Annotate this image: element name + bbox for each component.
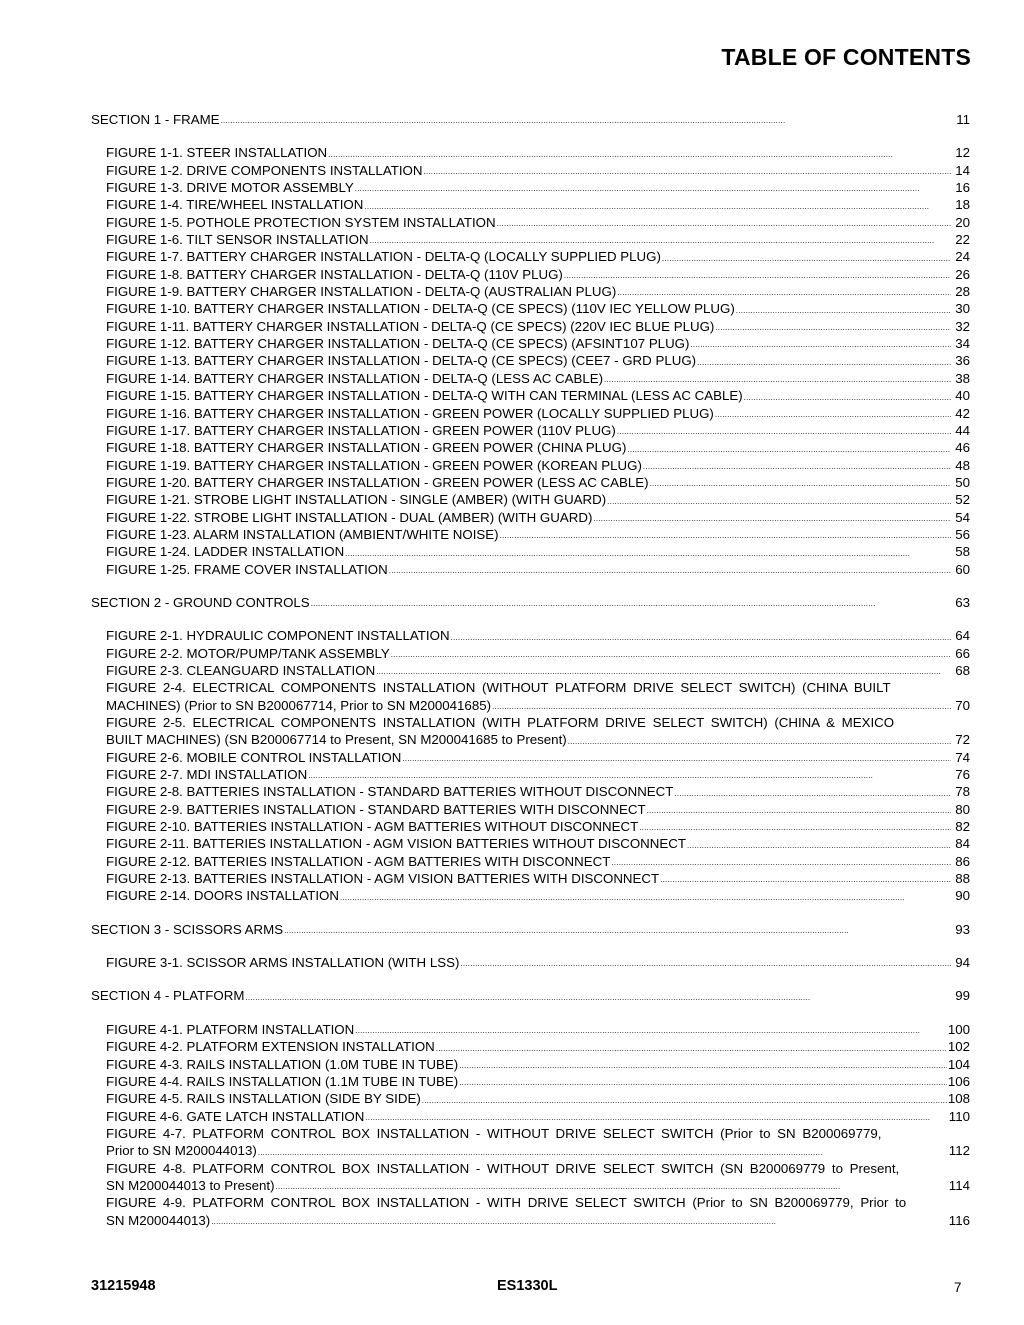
toc-figure-entry[interactable] — [91, 509, 970, 526]
toc-figure-entry-page: 18 — [955, 197, 970, 213]
toc-figure-entry-continued-label: BUILT MACHINES) (SN B200067714 to Present, SN M200041685 to Present) — [106, 732, 567, 748]
toc-figure-entry-page: 34 — [955, 336, 970, 352]
toc-figure-entry-page: 106 — [947, 1073, 970, 1089]
toc-figure-entry[interactable] — [91, 1056, 970, 1073]
toc-figure-entry-label: FIGURE 4-3. RAILS INSTALLATION (1.0M TUBE IN TUBE) — [106, 1056, 459, 1072]
toc-figure-entry-label: FIGURE 4-6. GATE LATCH INSTALLATION — [106, 1108, 365, 1124]
toc-figure-entry-continued[interactable] — [91, 697, 970, 714]
toc-figure-entry-page: 30 — [955, 301, 970, 317]
dot-leader — [687, 839, 951, 853]
dot-leader — [593, 512, 951, 526]
dot-leader — [365, 1111, 947, 1125]
toc-figure-entry-continued-page: 112 — [948, 1143, 970, 1159]
dot-leader — [340, 891, 951, 905]
dot-leader — [355, 182, 951, 196]
toc-section-entry-label: SECTION 3 - SCISSORS ARMS — [91, 921, 284, 937]
toc-figure-entry-label: FIGURE 1-22. STROBE LIGHT INSTALLATION - DUAL (AMBER) (WITH GUARD) — [106, 509, 593, 525]
toc-figure-entry[interactable] — [91, 248, 970, 265]
toc-figure-entry-continued-page: 72 — [955, 732, 970, 748]
dot-leader — [370, 234, 951, 248]
toc-figure-label: FIGURE 4-7. PLATFORM CONTROL BOX INSTALLATION - WITHOUT DRIVE SELECT SWITCH (Prior to SN B200069779, — [106, 1125, 882, 1141]
toc-figure-entry[interactable] — [91, 1194, 970, 1211]
toc-section-entry[interactable] — [91, 987, 970, 1004]
dot-leader — [459, 1059, 947, 1073]
toc-figure-entry[interactable] — [91, 405, 970, 422]
dot-leader — [647, 804, 951, 818]
toc-figure-entry[interactable] — [91, 679, 970, 696]
toc-figure-entry[interactable] — [91, 474, 970, 491]
dot-leader — [660, 873, 951, 887]
toc-figure-entry-label: FIGURE 2-9. BATTERIES INSTALLATION - STANDARD BATTERIES WITH DISCONNECT — [106, 801, 646, 817]
toc-figure-entry-label: FIGURE 2-13. BATTERIES INSTALLATION - AGM VISION BATTERIES WITH DISCONNECT — [106, 871, 660, 887]
toc-figure-entry[interactable] — [91, 231, 970, 248]
dot-leader — [500, 529, 951, 543]
toc-figure-entry[interactable] — [91, 526, 970, 543]
toc-section-entry-label: SECTION 4 - PLATFORM — [91, 988, 245, 1004]
toc-figure-entry-label: FIGURE 2-7. MDI INSTALLATION — [106, 767, 308, 783]
toc-figure-entry[interactable] — [91, 318, 970, 335]
toc-figure-entry-label: FIGURE 1-16. BATTERY CHARGER INSTALLATION - GREEN POWER (LOCALLY SUPPLIED PLUG) — [106, 405, 714, 421]
dot-leader — [451, 631, 951, 645]
toc-figure-entry[interactable] — [91, 422, 970, 439]
toc-figure-entry[interactable] — [91, 1021, 970, 1038]
toc-figure-entry[interactable] — [91, 801, 970, 818]
toc-figure-entry-label: FIGURE 2-3. CLEANGUARD INSTALLATION — [106, 662, 376, 678]
dot-leader — [376, 665, 951, 679]
toc-figure-entry-label: FIGURE 1-9. BATTERY CHARGER INSTALLATION - DELTA-Q (AUSTRALIAN PLUG) — [106, 284, 617, 300]
toc-figure-entry-label: FIGURE 1-25. FRAME COVER INSTALLATION — [106, 561, 388, 577]
dot-leader — [697, 356, 951, 370]
dot-leader — [627, 443, 951, 457]
toc-figure-entry-page: 20 — [955, 214, 970, 230]
toc-figure-entry-page: 22 — [955, 232, 970, 248]
toc-figure-entry[interactable] — [91, 1038, 970, 1055]
dot-leader — [436, 1042, 947, 1056]
toc-figure-entry-page: 26 — [955, 266, 970, 282]
toc-figure-entry-page: 38 — [955, 370, 970, 386]
toc-figure-entry[interactable] — [91, 1090, 970, 1107]
toc-figure-entry-page: 24 — [955, 249, 970, 265]
toc-figure-entry-page: 66 — [955, 645, 970, 661]
toc-figure-entry[interactable] — [91, 561, 970, 578]
toc-figure-entry[interactable] — [91, 387, 970, 404]
toc-figure-entry[interactable] — [91, 491, 970, 508]
dot-leader — [736, 304, 951, 318]
toc-figure-entry[interactable] — [91, 749, 970, 766]
toc-figure-entry-page: 86 — [955, 853, 970, 869]
toc-figure-label: FIGURE 2-4. ELECTRICAL COMPONENTS INSTALLATION (WITHOUT PLATFORM DRIVE SELECT SWITCH) (CHINA BUILT — [106, 680, 891, 696]
toc-figure-entry-page: 36 — [955, 353, 970, 369]
toc-figure-entry-continued-label: MACHINES) (Prior to SN B200067714, Prior to SN M200041685) — [106, 697, 492, 713]
dot-leader — [258, 1146, 948, 1160]
dot-leader — [284, 924, 951, 938]
toc-figure-entry[interactable] — [91, 1108, 970, 1125]
dot-leader — [568, 735, 951, 749]
toc-figure-entry-label: FIGURE 1-6. TILT SENSOR INSTALLATION — [106, 232, 369, 248]
toc-figure-entry[interactable] — [91, 144, 970, 161]
toc-figure-entry-page: 40 — [955, 388, 970, 404]
toc-figure-entry-label: FIGURE 1-17. BATTERY CHARGER INSTALLATION - GREEN POWER (110V PLUG) — [106, 422, 616, 438]
toc-figure-entry[interactable] — [91, 783, 970, 800]
toc-figure-entry-label: FIGURE 4-5. RAILS INSTALLATION (SIDE BY SIDE) — [106, 1091, 421, 1107]
toc-figure-entry-label: FIGURE 2-8. BATTERIES INSTALLATION - STANDARD BATTERIES WITHOUT DISCONNECT — [106, 784, 674, 800]
dot-leader — [607, 495, 951, 509]
toc-figure-entry[interactable] — [91, 352, 970, 369]
dot-leader — [643, 460, 951, 474]
dot-leader — [328, 148, 951, 162]
toc-figure-entry-continued-page: 116 — [948, 1212, 970, 1228]
toc-figure-entry-label: FIGURE 2-1. HYDRAULIC COMPONENT INSTALLATION — [106, 628, 450, 644]
toc-figure-entry-page: 104 — [947, 1056, 970, 1072]
toc-figure-entry-label: FIGURE 1-18. BATTERY CHARGER INSTALLATION - GREEN POWER (CHINA PLUG) — [106, 440, 627, 456]
toc-figure-entry-label: FIGURE 1-24. LADDER INSTALLATION — [106, 544, 345, 560]
page-title: TABLE OF CONTENTS — [721, 44, 971, 70]
toc-section-entry-page: 93 — [955, 921, 970, 937]
dot-leader — [604, 373, 951, 387]
toc-figure-entry-label: FIGURE 1-10. BATTERY CHARGER INSTALLATION - DELTA-Q (CE SPECS) (110V IEC YELLOW PLUG) — [106, 301, 735, 317]
toc-figure-entry-continued-label: SN M200044013 to Present) — [106, 1177, 275, 1193]
toc-figure-entry-label: FIGURE 1-12. BATTERY CHARGER INSTALLATION - DELTA-Q (CE SPECS) (AFSINT107 PLUG) — [106, 336, 690, 352]
footer-doc-number: 31215948 — [91, 1278, 156, 1294]
dot-leader — [391, 648, 951, 662]
toc-figure-entry-label: FIGURE 1-5. POTHOLE PROTECTION SYSTEM INSTALLATION — [106, 214, 496, 230]
toc-figure-entry-label: FIGURE 2-10. BATTERIES INSTALLATION - AGM BATTERIES WITHOUT DISCONNECT — [106, 819, 639, 835]
toc-figure-entry[interactable] — [91, 543, 970, 560]
toc-figure-entry-page: 12 — [955, 145, 970, 161]
table-of-contents — [91, 111, 970, 1229]
toc-figure-entry-continued-label: Prior to SN M200044013) — [106, 1143, 257, 1159]
toc-figure-entry-continued-page: 114 — [948, 1177, 970, 1193]
toc-section-entry[interactable] — [91, 111, 970, 128]
toc-figure-entry-label: FIGURE 2-6. MOBILE CONTROL INSTALLATION — [106, 749, 402, 765]
toc-figure-entry-page: 56 — [955, 526, 970, 542]
toc-figure-label: FIGURE 4-8. PLATFORM CONTROL BOX INSTALLATION - WITHOUT DRIVE SELECT SWITCH (SN B200069779 to Present, — [106, 1160, 900, 1176]
toc-figure-entry[interactable] — [91, 300, 970, 317]
toc-figure-entry-page: 44 — [955, 422, 970, 438]
dot-leader — [364, 200, 951, 214]
toc-figure-entry-page: 108 — [947, 1091, 970, 1107]
dot-leader — [355, 1024, 947, 1038]
toc-figure-entry-page: 68 — [955, 662, 970, 678]
toc-figure-entry[interactable] — [91, 662, 970, 679]
toc-figure-entry-label: FIGURE 1-21. STROBE LIGHT INSTALLATION - SINGLE (AMBER) (WITH GUARD) — [106, 492, 607, 508]
toc-figure-entry-page: 64 — [955, 628, 970, 644]
toc-figure-entry-page: 46 — [955, 440, 970, 456]
dot-leader — [744, 391, 951, 405]
toc-figure-entry[interactable] — [91, 214, 970, 231]
dot-leader — [611, 856, 951, 870]
toc-figure-entry[interactable] — [91, 457, 970, 474]
toc-section-entry-page: 11 — [956, 112, 970, 127]
toc-figure-entry-continued-label: SN M200044013) — [106, 1212, 211, 1228]
toc-figure-entry-label: FIGURE 1-3. DRIVE MOTOR ASSEMBLY — [106, 180, 354, 196]
toc-figure-entry[interactable] — [91, 179, 970, 196]
footer-model: ES1330L — [497, 1278, 558, 1294]
dot-leader — [460, 957, 951, 971]
toc-figure-entry-continued[interactable] — [91, 1142, 970, 1159]
toc-figure-entry-label: FIGURE 1-7. BATTERY CHARGER INSTALLATION - DELTA-Q (LOCALLY SUPPLIED PLUG) — [106, 249, 661, 265]
toc-figure-entry-page: 80 — [955, 801, 970, 817]
toc-figure-entry[interactable] — [91, 954, 970, 971]
toc-figure-entry[interactable] — [91, 835, 970, 852]
toc-figure-entry-page: 52 — [955, 492, 970, 508]
toc-figure-entry-page: 42 — [955, 405, 970, 421]
toc-figure-label: FIGURE 4-9. PLATFORM CONTROL BOX INSTALLATION - WITH DRIVE SELECT SWITCH (Prior to SN B200069779, Prior to — [106, 1195, 907, 1211]
toc-figure-entry-page: 14 — [955, 162, 970, 178]
toc-figure-entry-page: 90 — [955, 888, 970, 904]
toc-figure-entry-label: FIGURE 1-13. BATTERY CHARGER INSTALLATION - DELTA-Q (CE SPECS) (CEE7 - GRD PLUG) — [106, 353, 697, 369]
toc-figure-entry-label: FIGURE 1-2. DRIVE COMPONENTS INSTALLATION — [106, 162, 423, 178]
dot-leader — [459, 1076, 947, 1090]
toc-figure-entry-label: FIGURE 4-1. PLATFORM INSTALLATION — [106, 1021, 355, 1037]
toc-figure-entry-label: FIGURE 1-20. BATTERY CHARGER INSTALLATION - GREEN POWER (LESS AC CABLE) — [106, 474, 649, 490]
toc-figure-entry-page: 88 — [955, 871, 970, 887]
toc-figure-entry-page: 82 — [955, 819, 970, 835]
dot-leader — [423, 165, 951, 179]
toc-figure-entry-label: FIGURE 1-15. BATTERY CHARGER INSTALLATION - DELTA-Q WITH CAN TERMINAL (LESS AC CABLE) — [106, 388, 743, 404]
toc-figure-entry[interactable] — [91, 870, 970, 887]
toc-figure-entry[interactable] — [91, 335, 970, 352]
dot-leader — [617, 286, 951, 300]
toc-section-entry-label: SECTION 1 - FRAME — [91, 112, 220, 127]
toc-figure-entry[interactable] — [91, 627, 970, 644]
toc-figure-entry-page: 58 — [955, 544, 970, 560]
toc-figure-entry[interactable] — [91, 1160, 970, 1177]
dot-leader — [617, 425, 951, 439]
toc-figure-entry-page: 54 — [955, 509, 970, 525]
toc-section-entry-page: 63 — [955, 594, 970, 610]
toc-figure-entry-page: 110 — [948, 1108, 970, 1124]
toc-figure-entry[interactable] — [91, 439, 970, 456]
toc-figure-entry-continued[interactable] — [91, 1212, 970, 1229]
toc-figure-entry-label: FIGURE 4-2. PLATFORM EXTENSION INSTALLATION — [106, 1039, 435, 1055]
toc-figure-entry-page: 16 — [955, 180, 970, 196]
dot-leader — [564, 269, 951, 283]
toc-figure-entry-label: FIGURE 2-2. MOTOR/PUMP/TANK ASSEMBLY — [106, 645, 390, 661]
toc-figure-entry-label: FIGURE 1-4. TIRE/WHEEL INSTALLATION — [106, 197, 364, 213]
toc-figure-entry-page: 60 — [955, 561, 970, 577]
dot-leader — [674, 787, 951, 801]
toc-figure-entry-label: FIGURE 1-11. BATTERY CHARGER INSTALLATION - DELTA-Q (CE SPECS) (220V IEC BLUE PLUG) — [106, 318, 715, 334]
toc-figure-entry-label: FIGURE 2-14. DOORS INSTALLATION — [106, 888, 339, 904]
toc-figure-entry-continued[interactable] — [91, 1177, 970, 1194]
footer-page-number: 7 — [954, 1280, 962, 1295]
toc-figure-entry[interactable] — [91, 818, 970, 835]
toc-section-entry[interactable] — [91, 921, 970, 938]
toc-figure-entry-label: FIGURE 4-4. RAILS INSTALLATION (1.1M TUBE IN TUBE) — [106, 1073, 459, 1089]
toc-figure-entry-label: FIGURE 3-1. SCISSOR ARMS INSTALLATION (WITH LSS) — [106, 955, 460, 971]
toc-figure-entry-label: FIGURE 1-14. BATTERY CHARGER INSTALLATION - DELTA-Q (LESS AC CABLE) — [106, 370, 604, 386]
toc-figure-entry[interactable] — [91, 714, 970, 731]
toc-figure-entry-label: FIGURE 2-12. BATTERIES INSTALLATION - AGM BATTERIES WITH DISCONNECT — [106, 853, 611, 869]
dot-leader — [276, 1180, 948, 1194]
toc-figure-entry-label: FIGURE 2-11. BATTERIES INSTALLATION - AGM VISION BATTERIES WITHOUT DISCONNECT — [106, 836, 686, 852]
dot-leader — [245, 991, 951, 1005]
toc-figure-entry-label: FIGURE 1-23. ALARM INSTALLATION (AMBIENT/WHITE NOISE) — [106, 526, 499, 542]
toc-figure-entry[interactable] — [91, 645, 970, 662]
dot-leader — [492, 700, 951, 714]
toc-section-entry-label: SECTION 2 - GROUND CONTROLS — [91, 594, 310, 610]
toc-figure-entry-label: FIGURE 1-19. BATTERY CHARGER INSTALLATION - GREEN POWER (KOREAN PLUG) — [106, 457, 642, 473]
toc-figure-entry[interactable] — [91, 1125, 970, 1142]
toc-figure-entry-page: 76 — [955, 767, 970, 783]
dot-leader — [345, 547, 951, 561]
toc-figure-entry-page: 28 — [955, 284, 970, 300]
toc-figure-entry[interactable] — [91, 766, 970, 783]
toc-figure-entry-page: 94 — [955, 955, 970, 971]
toc-section-entry-page: 99 — [955, 988, 970, 1004]
toc-section-entry[interactable] — [91, 594, 970, 611]
dot-leader — [308, 769, 951, 783]
toc-figure-entry-page: 50 — [955, 474, 970, 490]
toc-figure-entry-page: 84 — [955, 836, 970, 852]
dot-leader — [715, 408, 951, 422]
dot-leader — [311, 597, 951, 611]
dot-leader — [422, 1094, 947, 1108]
toc-figure-entry[interactable] — [91, 283, 970, 300]
toc-figure-entry-label: FIGURE 1-8. BATTERY CHARGER INSTALLATION - DELTA-Q (110V PLUG) — [106, 266, 563, 282]
dot-leader — [639, 821, 951, 835]
dot-leader — [662, 252, 951, 266]
toc-figure-entry[interactable] — [91, 1073, 970, 1090]
dot-leader — [650, 477, 951, 491]
toc-figure-entry-page: 48 — [955, 457, 970, 473]
dot-leader — [389, 564, 951, 578]
dot-leader — [402, 752, 951, 766]
toc-figure-label: FIGURE 2-5. ELECTRICAL COMPONENTS INSTALLATION (WITH PLATFORM DRIVE SELECT SWITCH) (CHINA & MEXICO — [106, 715, 895, 730]
dot-leader — [211, 1215, 948, 1229]
toc-figure-entry-page: 74 — [955, 749, 970, 765]
toc-figure-entry-page: 32 — [955, 318, 970, 334]
toc-figure-entry[interactable] — [91, 196, 970, 213]
toc-figure-entry[interactable] — [91, 266, 970, 283]
toc-figure-entry-continued-page: 70 — [955, 697, 970, 713]
toc-figure-entry-page: 102 — [947, 1039, 970, 1055]
toc-figure-entry-page: 78 — [955, 784, 970, 800]
toc-figure-entry-label: FIGURE 1-1. STEER INSTALLATION — [106, 145, 328, 161]
toc-figure-entry[interactable] — [91, 853, 970, 870]
toc-figure-entry-continued[interactable] — [91, 731, 970, 748]
dot-leader — [221, 114, 951, 128]
toc-figure-entry[interactable] — [91, 162, 970, 179]
toc-figure-entry[interactable] — [91, 887, 970, 904]
toc-figure-entry-page: 100 — [947, 1021, 970, 1037]
dot-leader — [690, 338, 951, 352]
dot-leader — [497, 217, 951, 231]
dot-leader — [715, 321, 951, 335]
toc-figure-entry[interactable] — [91, 370, 970, 387]
